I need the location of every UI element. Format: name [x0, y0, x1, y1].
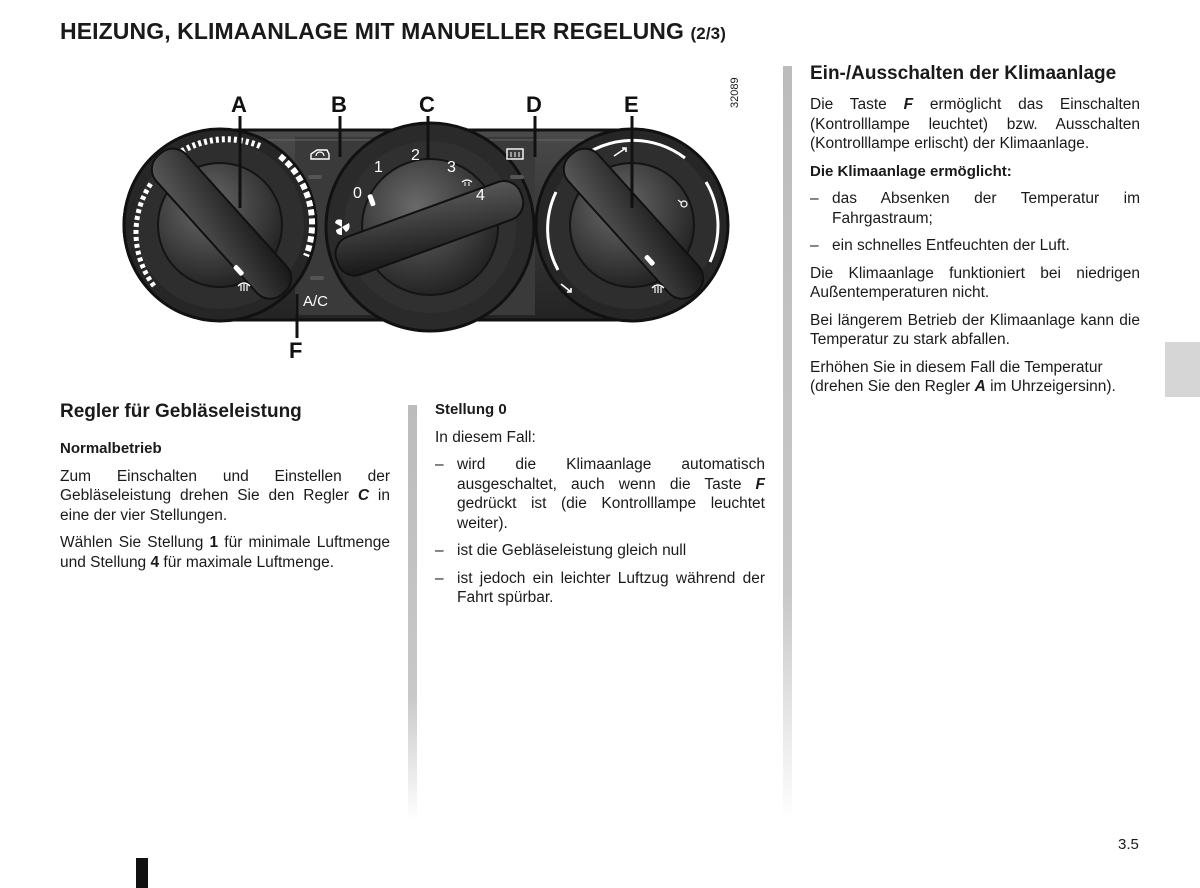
crop-mark — [136, 858, 148, 888]
fan-position-0: 0 — [353, 185, 362, 202]
list-item: – wird die Klimaanlage automatisch ausgeschaltet, auch wenn die Taste F gedrückt ist (die Kontrolllampe leuchtet weiter). — [435, 455, 765, 533]
dial-a[interactable] — [124, 129, 316, 321]
indicator-lamp-f — [310, 276, 324, 280]
list-item: – ist jedoch ein leichter Luftzug während der Fahrt spürbar. — [435, 569, 765, 608]
callout-e: E — [624, 92, 639, 117]
control-panel-diagram — [110, 62, 750, 382]
column-divider-bar-1 — [408, 405, 417, 820]
column-stellung-0 — [435, 400, 765, 616]
indicator-lamp-b — [308, 175, 322, 179]
page-title — [60, 18, 726, 45]
fan-normal-subheading: Normalbetrieb — [60, 440, 162, 457]
ac-paragraph-4: Erhöhen Sie in diesem Fall die Temperatur (drehen Sie den Regler A im Uhrzeigersinn). — [810, 358, 1116, 395]
callout-b: B — [331, 92, 347, 117]
callout-a: A — [231, 92, 247, 117]
fan-paragraph-1: Zum Einschalten und Einstellen der Gebläseleistung drehen Sie den Regler C in eine der vier Stellungen. — [60, 467, 390, 524]
callout-f: F — [289, 338, 303, 363]
ac-button-label: A/C — [303, 293, 329, 310]
column-ac-switch — [810, 62, 1140, 405]
stellung0-list — [435, 455, 765, 608]
page-number: 3.5 — [1118, 836, 1139, 853]
stellung0-heading: Stellung 0 — [435, 401, 507, 418]
stellung0-intro: In diesem Fall: — [435, 428, 536, 446]
title-part: (2/3) — [690, 24, 726, 43]
fan-section-heading: Regler für Gebläseleistung — [60, 401, 302, 422]
dial-c[interactable] — [326, 123, 534, 331]
fan-position-1: 1 — [374, 159, 383, 176]
fan-paragraph-2: Wählen Sie Stellung 1 für minimale Luftmenge und Stellung 4 für maximale Luftmenge. — [60, 534, 390, 571]
column-fan-control — [60, 400, 390, 580]
ac-paragraph-1: Die Taste F ermöglicht das Einschalten (Kontrolllampe leuchtet) bzw. Ausschalten (Kontrolllampe erlischt) der Klimaanlage. — [810, 96, 1140, 152]
ac-paragraph-3: Bei längerem Betrieb der Klimaanlage kann die Temperatur zu stark abfallen. — [810, 311, 1140, 348]
ac-capabilities-subheading: Die Klimaanlage ermöglicht: — [810, 162, 1012, 180]
image-code: 32089 — [729, 77, 741, 108]
indicator-lamp-d — [510, 175, 524, 179]
callout-c: C — [419, 92, 435, 117]
ac-section-heading: Ein-/Ausschalten der Klimaanlage — [810, 63, 1117, 84]
climate-control-figure — [110, 62, 750, 382]
column-divider-bar-2 — [783, 66, 792, 820]
ac-capabilities-list — [810, 189, 1140, 256]
list-item: – ein schnelles Entfeuchten der Luft. — [810, 236, 1140, 256]
callout-d: D — [526, 92, 542, 117]
fan-position-4: 4 — [476, 187, 485, 204]
fan-position-2: 2 — [411, 147, 420, 164]
list-item: – ist die Gebläseleistung gleich null — [435, 541, 765, 561]
list-item: – das Absenken der Temperatur im Fahrgastraum; — [810, 189, 1140, 228]
chapter-thumb-tab — [1165, 342, 1200, 397]
ac-paragraph-2: Die Klimaanlage funktioniert bei niedrigen Außentemperaturen nicht. — [810, 264, 1140, 301]
fan-position-3: 3 — [447, 159, 456, 176]
title-text: HEIZUNG, KLIMAANLAGE MIT MANUELLER REGELUNG — [60, 18, 684, 44]
